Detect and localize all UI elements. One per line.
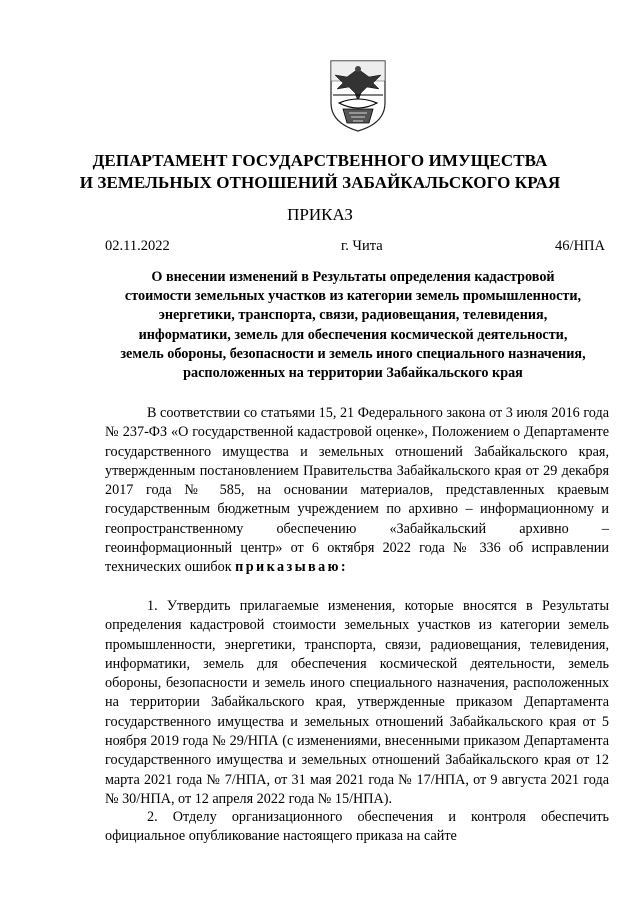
title-line: стоимости земельных участков из категории земель промышленности,	[124, 288, 582, 305]
preamble-paragraph	[105, 404, 609, 578]
order-verb: приказываю:	[235, 559, 348, 576]
document-date: 02.11.2022	[105, 238, 170, 254]
preamble-text: В соответствии со статьями 15, 21 Федерального закона от 3 июля 2016 года № 237-ФЗ «О государственной кадастровой оценке», Положением о Департаменте государственного имущества и земельных отношений Забайкальского края, утвержденным постановлением Правительства Забайкальского края от 29 декабря 2017 года № 585, на основании материалов, представленных краевым государственным бюджетным учреждением по архивно – информационному и геопространственному обеспечению «Забайкальский архивно – геоинформационный центр» от 6 октября 2022 года № 336 об исправлении технических ошибок	[105, 405, 609, 576]
document-city: г. Чита	[341, 238, 383, 254]
document-title	[100, 268, 606, 383]
title-line: О внесении изменений в Результаты определения кадастровой	[151, 269, 555, 285]
coat-of-arms-emblem	[325, 57, 391, 133]
title-line: энергетики, транспорта, связи, радиовещания, телевидения,	[158, 307, 548, 324]
title-line: информатики, земель для обеспечения космической деятельности,	[138, 326, 568, 343]
document-number: 46/НПА	[555, 238, 605, 254]
department-line-2: И ЗЕМЕЛЬНЫХ ОТНОШЕНИЙ ЗАБАЙКАЛЬСКОГО КРАЯ	[79, 173, 561, 192]
title-line: расположенных на территории Забайкальского края	[183, 365, 523, 382]
department-line-1: ДЕПАРТАМЕНТ ГОСУДАРСТВЕННОГО ИМУЩЕСТВА	[92, 151, 548, 170]
department-name	[60, 150, 580, 194]
document-meta-row	[105, 238, 605, 260]
item-2-paragraph: 2. Отделу организационного обеспечения и контроля обеспечить официальное опубликование настоящего приказа на сайте	[105, 809, 609, 845]
document-type: ПРИКАЗ	[287, 205, 353, 224]
title-line: земель обороны, безопасности и земель иного специального назначения,	[120, 345, 586, 362]
item-1-paragraph: 1. Утвердить прилагаемые изменения, которые вносятся в Результаты определения кадастровой стоимости земельных участков из категории земель промышленности, энергетики, транспорта, связи, радиовещания, телевидения, информатики, земель для обеспечения космической деятельности, земель обороны, безопасности и земель иного специального назначения, расположенных на территории Забайкальского края, утвержденные приказом Департамента государственного имущества и земельных отношений Забайкальского края от 5 ноября 2019 года № 29/НПА (с изменениями, внесенными приказом Департамента государственного имущества и земельных отношений Забайкальского края от 12 марта 2021 года № 7/НПА, от 31 мая 2021 года № 17/НПА, от 9 августа 2021 года № 30/НПА, от 12 апреля 2022 года № 15/НПА).	[105, 598, 609, 807]
